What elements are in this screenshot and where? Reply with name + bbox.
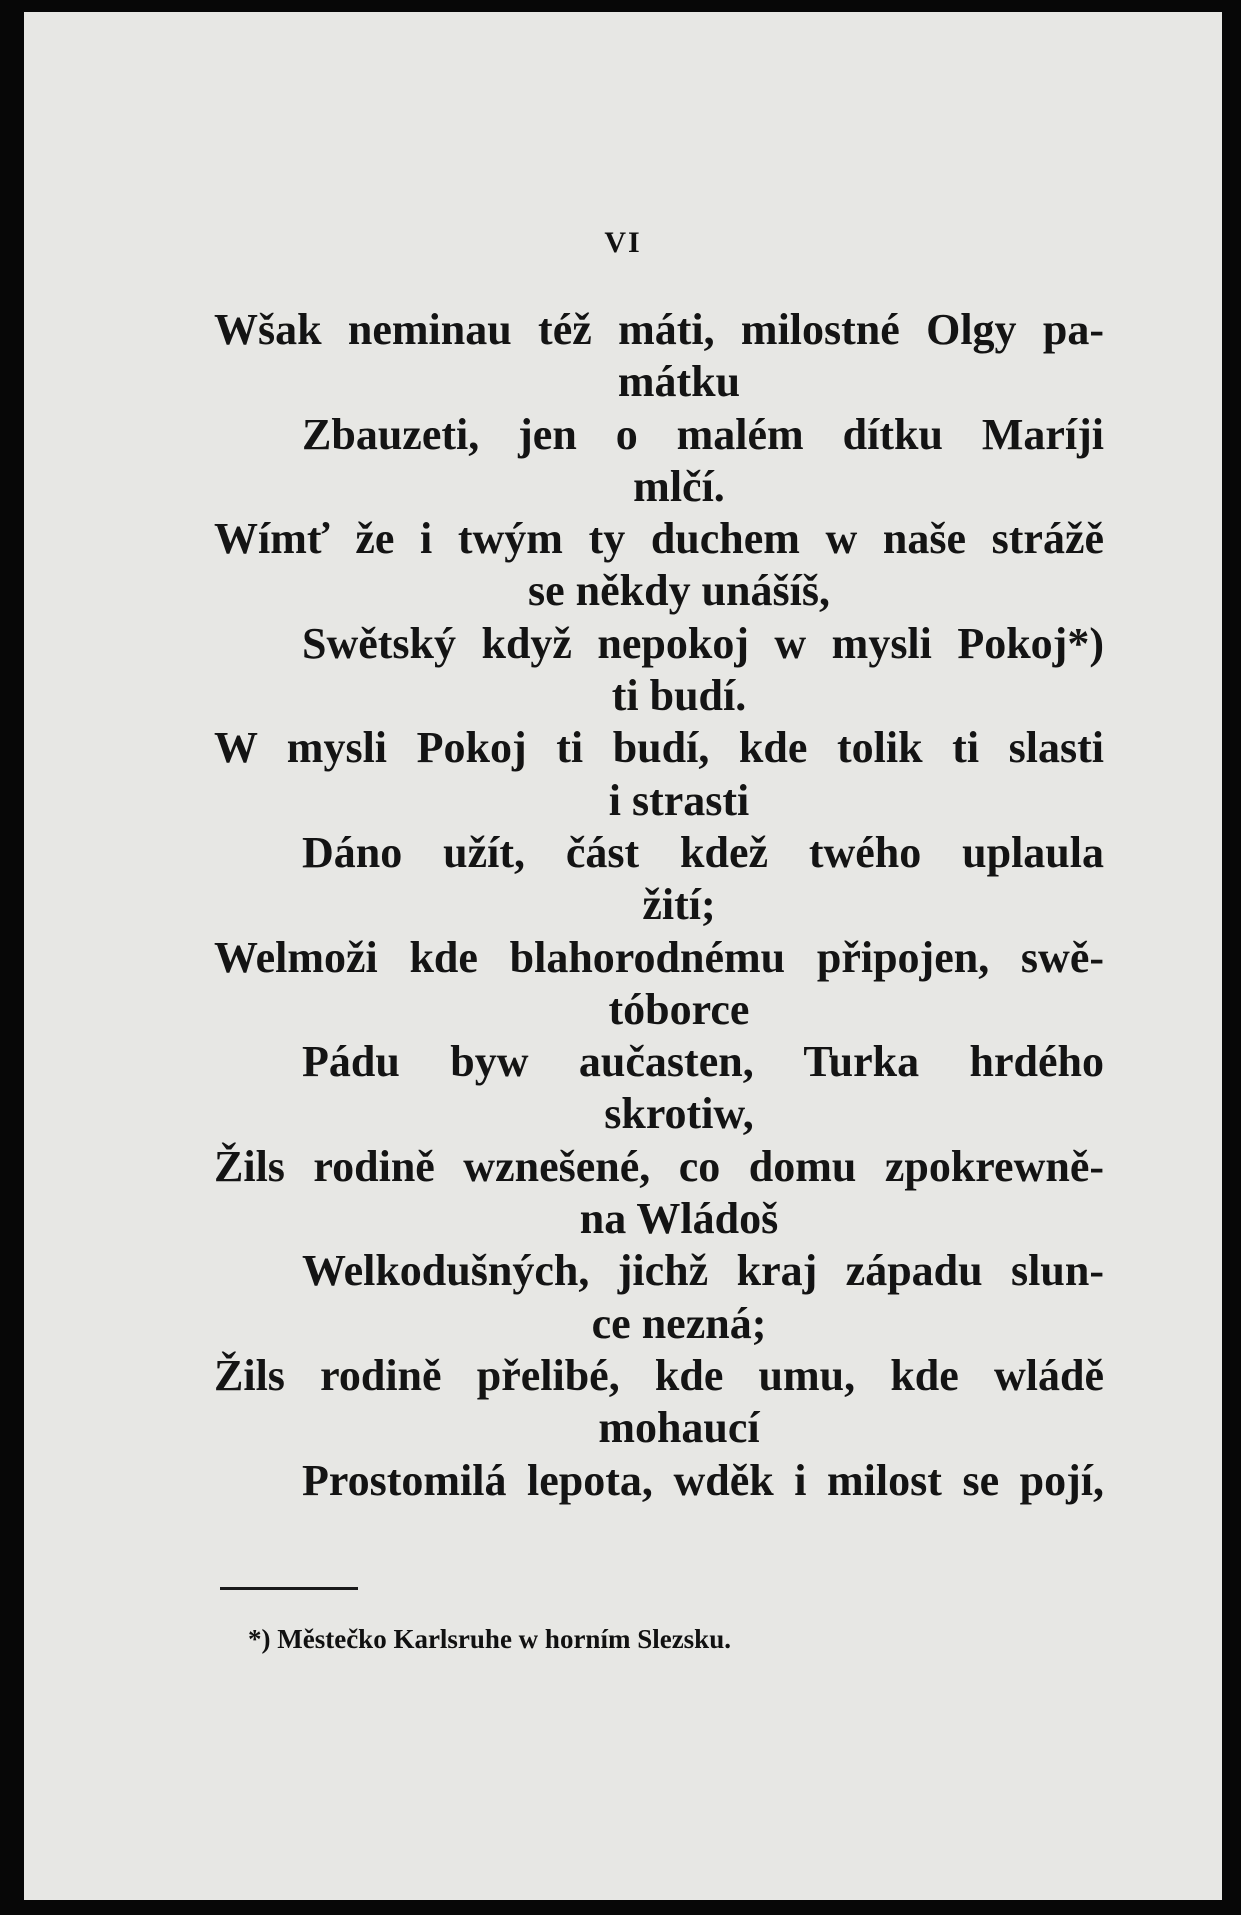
verse-line: i strasti (608, 775, 750, 825)
verse-text (214, 304, 1104, 1507)
verse-line: ti budí. (611, 671, 747, 721)
verse-line: Pádu byw aučasten, Turka hrdého (302, 1037, 1104, 1087)
verse-line: Swětský když nepokoj w mysli Pokoj*) (302, 618, 1104, 668)
book-page (24, 12, 1222, 1900)
verse-line: Welmoži kde blahorodnému připojen, swě- (214, 932, 1104, 982)
verse-line: Zbauzeti, jen o malém dítku Maríji (302, 409, 1104, 459)
verse-line: skrotiw, (604, 1089, 754, 1139)
verse-line: tóborce (608, 984, 750, 1034)
footnote: *) Městečko Karlsruhe w horním Slezsku. (248, 1624, 731, 1654)
verse-line: Žils rodině wznešené, co domu zpokrewně- (214, 1141, 1104, 1191)
verse-line: W mysli Pokoj ti budí, kde tolik ti slasti (214, 723, 1104, 773)
verse-line: žití; (642, 880, 716, 930)
verse-line: se někdy unášíš, (527, 566, 830, 616)
page-number: VI (604, 226, 642, 259)
verse-line: mohaucí (598, 1403, 760, 1453)
footnote-rule (220, 1587, 358, 1590)
verse-line: Wšak neminau též máti, milostné Olgy pa- (214, 305, 1104, 354)
verse-line: Wímť že i twým ty duchem w naše strážě (214, 514, 1104, 564)
verse-line: Dáno užít, část kdež twého uplaula (302, 827, 1104, 877)
verse-line: Prostomilá lepota, wděk i milost se pojí, (302, 1455, 1104, 1505)
verse-line: na Wládoš (579, 1194, 779, 1244)
verse-line: mlčí. (633, 461, 725, 511)
verse-line: ce nezná; (591, 1298, 767, 1348)
verse-line: Žils rodině přelibé, kde umu, kde wládě (214, 1350, 1104, 1400)
verse-line: mátku (617, 357, 741, 407)
verse-line: Welkodušných, jichž kraj západu slun- (302, 1246, 1104, 1296)
